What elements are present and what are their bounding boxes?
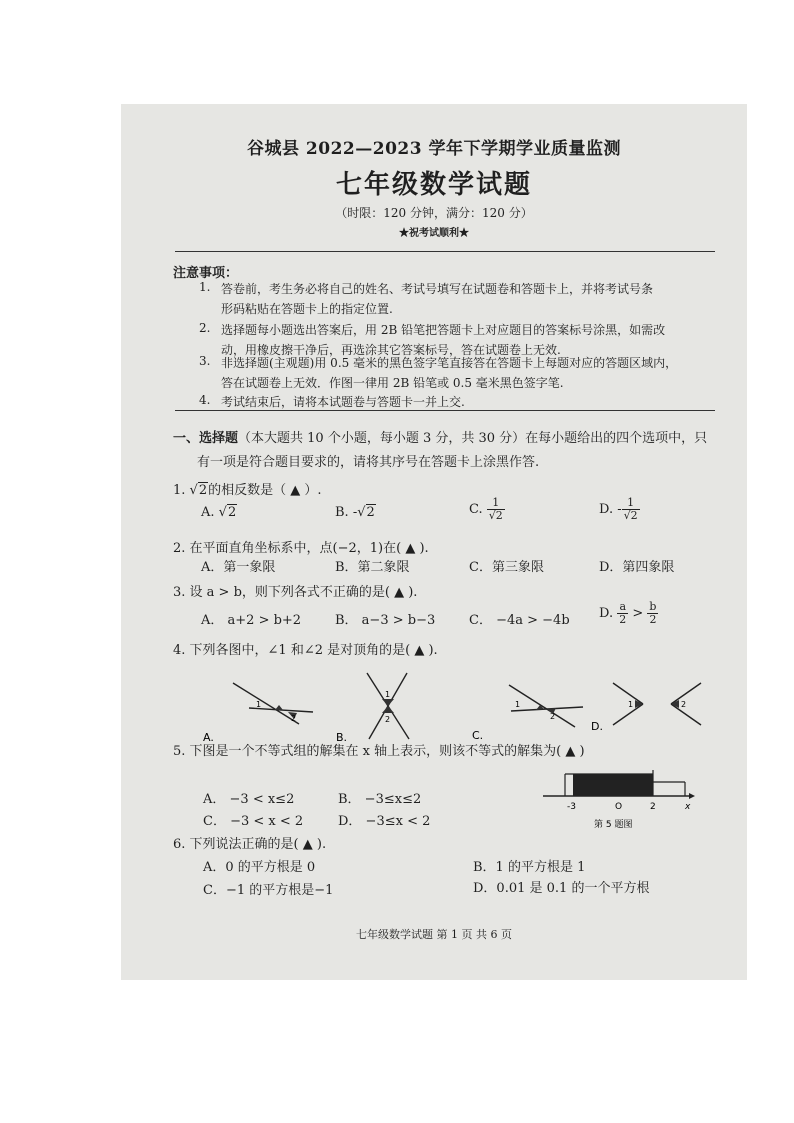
notice-item-2-no: 2. [199,321,211,335]
q1-option-a-label: A. [201,505,215,520]
exam-title-line2: 七年级数学试题 [335,170,532,200]
q1-number: 1. [173,483,186,498]
q3-option-d-frac-b [647,601,658,626]
q4-d-angle2: 2 [681,700,687,709]
q3-option-c: C． −4a > −4b [469,613,570,628]
notice-item-2-line2: 动，用橡皮擦干净后，再选涂其它答案标号，答在试题卷上无效. [221,343,561,357]
divider-top [175,251,715,252]
q1-option-d-den: 2 [630,509,638,522]
q1-option-a [201,505,237,520]
q1-option-d-num: 1 [622,497,640,510]
q3-option-d-frac-a [617,601,628,626]
q3-option-d-a: a [617,601,628,614]
q1-option-b-sign: - [352,505,358,520]
q3-option-d-b: b [649,600,657,613]
q4-figures [191,669,747,744]
q2-option-b: B．第二象限 [335,560,410,575]
q5-option-c: C． −3 < x < 2 [203,814,304,829]
q4-b-label: B. [336,731,348,744]
q5-option-b: B． −3≤x≤2 [338,792,422,807]
q1-option-b [335,505,376,520]
notice-item-2-line1: 选择题每小题选出答案后，用 2B 铅笔把答题卡上对应题目的答案标号涂黑，如需改 [221,323,666,337]
q5-option-a: A． −3 < x≤2 [203,792,295,807]
q1-sqrt: √2 [189,483,208,498]
q5-figure-caption: 第 5 题图 [594,820,633,830]
q4-b-angle1: 1 [385,690,391,699]
q1-option-d-label: D. [599,502,614,517]
page-footer: 七年级数学试题 第 1 页 共 6 页 [356,928,512,941]
q4-figure-d [591,683,701,733]
q6-option-d: D．0.01 是 0.1 的一个平方根 [473,881,650,896]
q1-radicand: 2 [198,483,208,498]
exam-title-line1: 谷城县 2022—2023 学年下学期学业质量监测 [247,139,621,159]
q5-tick-2: 2 [650,802,656,812]
q6-option-b: B．1 的平方根是 1 [473,860,586,875]
q3-option-d-gt: > [632,606,644,621]
q3-option-d-b-den: 2 [649,613,657,626]
q5-stem: 5. 下图是一个不等式组的解集在 x 轴上表示，则该不等式的解集为( ▲ ) [173,744,585,759]
q1-option-b-sqrt: √2 [357,505,375,520]
q1-stem [173,479,322,498]
q4-d-label: D. [591,720,603,733]
q5-axis-label: x [685,802,691,812]
notice-item-1-line2: 形码粘贴在答题卡上的指定位置. [221,302,393,316]
q4-c-angle2: 2 [550,712,556,721]
exam-wish: ★祝考试顺利★ [399,228,469,239]
q3-stem: 3. 设 a > b，则下列各式不正确的是( ▲ ). [173,585,418,600]
q4-a-angle1: 1 [256,700,262,709]
q3-option-d [599,601,658,626]
q1-option-c-fraction: $\frac{1}{√2}$ [488,496,503,522]
q5-option-d: D． −3≤x < 2 [338,814,431,829]
q5-number-line [537,766,697,832]
q4-b-angle2: 2 [385,715,391,724]
q1-option-b-label: B. [335,505,349,520]
q3-option-d-a-den: 2 [619,613,627,626]
q2-option-d: D．第四象限 [599,560,675,575]
divider-bottom [175,410,715,411]
q1-option-a-radicand: 2 [227,505,237,520]
q1-option-d-sign: - [617,502,622,517]
q2-stem: 2. 在平面直角坐标系中，点(−2，1)在( ▲ ). [173,541,429,556]
q1-option-a-sqrt: √2 [218,505,237,520]
q3-option-d-label: D. [599,606,614,621]
exam-time-score: （时限：120 分钟，满分：120 分） [335,206,533,220]
q4-a-label: A. [203,731,214,744]
notice-item-4-line1: 考试结束后，请将本试题卷与答题卡一并上交. [221,395,465,409]
q2-option-a: A．第一象限 [201,560,276,575]
q5-tick-m3: -3 [567,802,576,812]
notice-item-3-line2: 答在试题卷上无效．作图一律用 2B 铅笔或 0.5 毫米黑色签字笔. [221,376,564,390]
exam-paper [121,104,747,980]
section1-label: 一、选择题 [173,431,239,446]
q4-a-angle2: 2 [291,714,297,723]
q1-option-c-num: 1 [487,497,505,510]
q6-option-c: C．−1 的平方根是−1 [203,883,334,898]
q5-solution-band [573,774,653,796]
q3-option-b: B． a−3 > b−3 [335,613,436,628]
q2-option-c: C．第三象限 [469,560,544,575]
q3-option-a: A． a+2 > b+2 [201,613,302,628]
notice-heading: 注意事项： [173,266,239,281]
q4-c-label: C. [472,729,484,742]
q5-tick-0: O [615,802,623,812]
q1-option-b-radicand: 2 [366,505,375,520]
q1-option-d-fraction: $\frac{1}{√2}$ [623,496,638,522]
notice-item-1-no: 1. [199,280,211,294]
q1-option-c-label: C. [469,502,483,517]
q1-option-d [599,497,640,522]
notice-item-3-no: 3. [199,354,211,368]
q4-c-angle1: 1 [515,700,521,709]
section1-line1 [173,427,707,446]
q4-d-angle1: 1 [628,700,634,709]
q1-option-c [469,497,505,522]
section1-desc2: 有一项是符合题目要求的，请将其序号在答题卡上涂黑作答. [197,455,540,470]
q4-stem: 4. 下列各图中，∠1 和∠2 是对顶角的是( ▲ ). [173,643,438,658]
section1-desc1: （本大题共 10 个小题，每小题 3 分，共 30 分）在每小题给出的四个选项中，只 [238,431,708,446]
notice-item-1-line1: 答卷前，考生务必将自己的姓名、考试号填写在试题卷和答题卡上，并将考试号条 [221,282,654,296]
q6-option-a: A．0 的平方根是 0 [203,860,316,875]
q4-figure-b [336,673,409,744]
q6-stem: 6. 下列说法正确的是( ▲ ). [173,837,327,852]
notice-item-3-line1: 非选择题(主观题)用 0.5 毫米的黑色签字笔直接答在答题卡上每题对应的答题区域内， [221,356,678,370]
q4-figure-a [203,683,313,744]
q1-option-c-den: 2 [495,509,503,522]
q1-stem-tail: 的相反数是（ ▲ ）. [208,483,322,498]
q4-figure-c [472,685,583,742]
notice-item-4-no: 4. [199,393,211,407]
